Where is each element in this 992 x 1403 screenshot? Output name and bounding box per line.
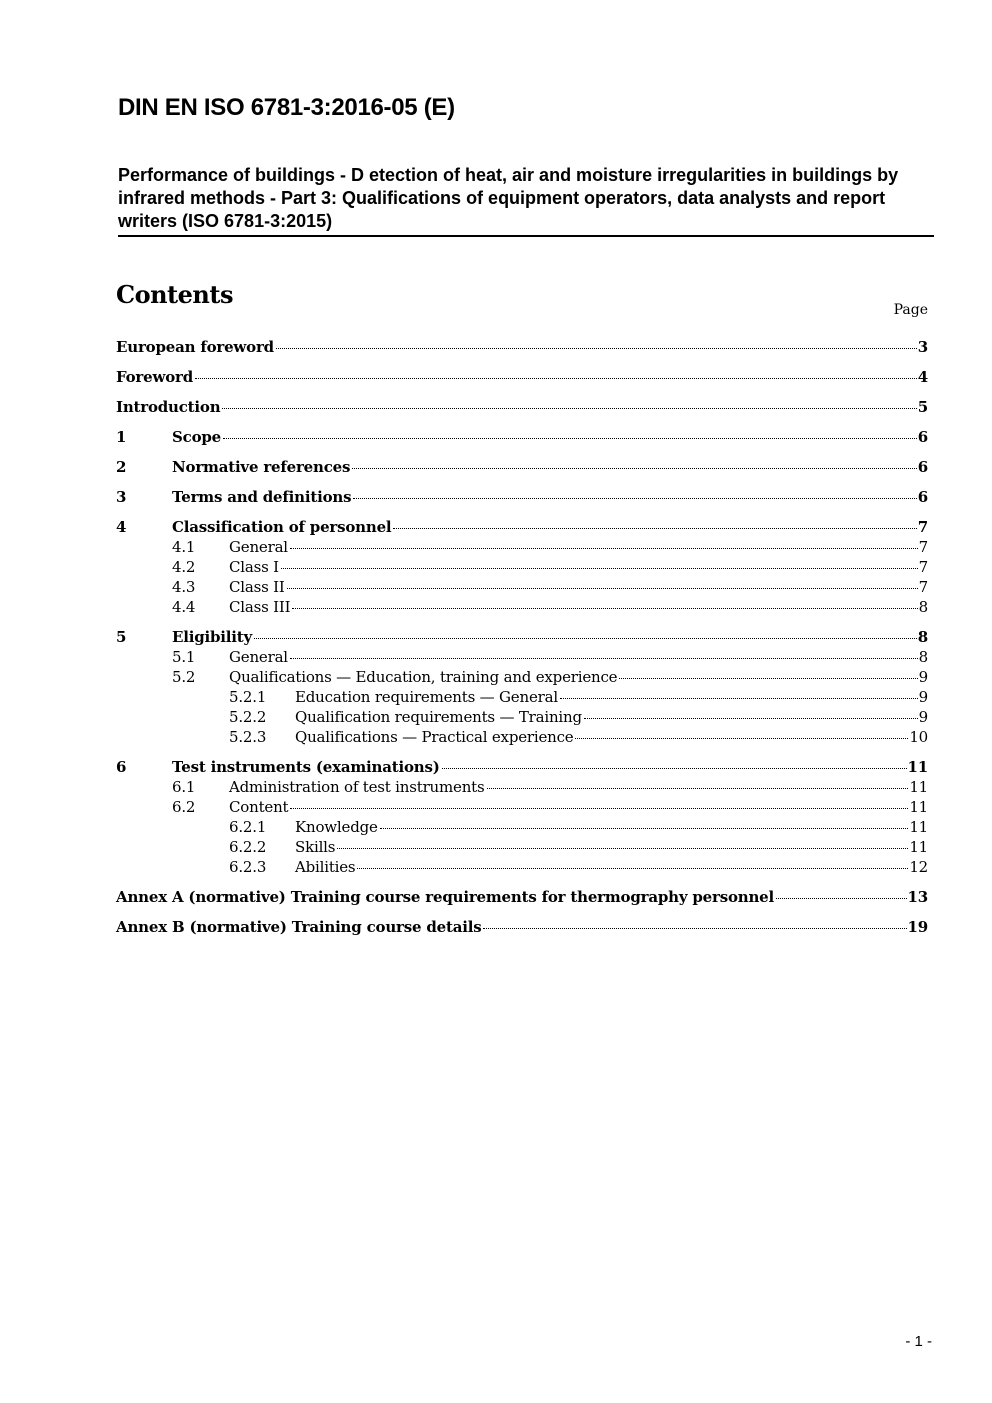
footer-page-number: - 1 - [905,1333,932,1350]
toc-entry-label: Normative references [172,458,351,476]
toc-entry[interactable] [116,887,928,907]
toc-entry-page: 8 [918,648,928,666]
toc-entry[interactable] [116,707,928,727]
toc-entry-number: 5.1 [172,648,196,666]
toc-entry-number: 1 [116,428,127,446]
toc-dot-leader [483,928,906,929]
toc-entry-page: 12 [909,858,928,876]
toc-entry-label: Qualifications — Education, training and experience [229,668,618,686]
toc-dot-leader [357,868,908,869]
toc-entry-page: 6 [917,458,928,476]
toc-dot-leader [584,718,918,719]
toc-entry[interactable] [116,457,928,477]
toc-entry-page: 7 [918,538,928,556]
toc-entry[interactable] [116,517,928,537]
toc-entry-page: 19 [907,918,928,936]
toc-entry-label: Qualifications — Practical experience [295,728,574,746]
toc-dot-leader [195,378,917,379]
toc-entry-number: 3 [116,488,127,506]
toc-dot-leader [281,568,918,569]
toc-entry[interactable] [116,597,928,617]
document-title: Performance of buildings - D etection of heat, air and moisture irregularities in buildings by infrared methods - Part 3: Qualifications of equipment operators, data analysts and report writers (ISO 6781-3:2015) [118,164,934,237]
toc-entry-label: Skills [295,838,336,856]
toc-dot-leader [292,608,917,609]
toc-entry-page: 11 [909,798,928,816]
toc-dot-leader [442,768,907,769]
toc-entry-label: Content [229,798,289,816]
toc-entry-number: 4 [116,518,127,536]
toc-entry[interactable] [116,917,928,937]
toc-dot-leader [254,638,917,639]
toc-entry-number: 4.2 [172,558,196,576]
toc-entry-number: 5.2.1 [229,688,267,706]
toc-entry-page: 11 [909,778,928,796]
toc-entry-page: 11 [907,758,928,776]
toc-entry[interactable] [116,857,928,877]
toc-entry[interactable] [116,797,928,817]
toc-entry-label: General [229,538,288,556]
document-id: DIN EN ISO 6781-3:2016-05 (E) [118,94,455,121]
toc-entry[interactable] [116,487,928,507]
toc-entry-page: 11 [909,838,928,856]
toc-dot-leader [276,348,917,349]
toc-entry-label: Abilities [295,858,356,876]
toc-entry-page: 8 [917,628,928,646]
toc-dot-leader [619,678,917,679]
toc-entry[interactable] [116,757,928,777]
toc-entry-number: 6.2.1 [229,818,267,836]
toc-entry-page: 9 [918,688,928,706]
toc-entry-number: 5.2 [172,668,196,686]
toc-entry-number: 5.2.2 [229,708,267,726]
toc-entry[interactable] [116,397,928,417]
toc-entry-label: Class I [229,558,279,576]
toc-dot-leader [575,738,908,739]
toc-entry-label: Annex B (normative) Training course details [116,918,482,936]
toc-entry-label: General [229,648,288,666]
toc-entry-number: 5.2.3 [229,728,267,746]
toc-entry-label: Foreword [116,368,193,386]
toc-entry[interactable] [116,627,928,647]
toc-entry-number: 6.1 [172,778,196,796]
toc-entry-number: 4.4 [172,598,196,616]
toc-dot-leader [352,468,917,469]
toc-entry[interactable] [116,367,928,387]
toc-entry-number: 6.2.3 [229,858,267,876]
toc-entry-number: 4.3 [172,578,196,596]
toc-entry-number: 6.2.2 [229,838,267,856]
toc-dot-leader [287,588,918,589]
toc-entry-label: Introduction [116,398,221,416]
toc-entry-label: Test instruments (examinations) [172,758,440,776]
toc-entry-page: 9 [918,708,928,726]
toc-entry-page: 5 [917,398,928,416]
toc-entry-label: Terms and definitions [172,488,352,506]
toc-entry[interactable] [116,577,928,597]
toc-entry-page: 13 [907,888,928,906]
toc-entry-number: 6.2 [172,798,196,816]
toc-dot-leader [487,788,909,789]
toc-dot-leader [560,698,918,699]
toc-entry-page: 9 [918,668,928,686]
toc-dot-leader [393,528,916,529]
toc-entry-page: 7 [918,578,928,596]
toc-entry[interactable] [116,687,928,707]
toc-entry-label: Knowledge [295,818,378,836]
toc-entry-page: 4 [917,368,928,386]
toc-dot-leader [337,848,908,849]
toc-dot-leader [222,408,916,409]
toc-entry-number: 5 [116,628,127,646]
toc-dot-leader [776,898,907,899]
toc-dot-leader [223,438,917,439]
toc-entry-number: 6 [116,758,127,776]
contents-heading: Contents [116,280,233,309]
toc-entry-label: Qualification requirements — Training [295,708,582,726]
toc-entry-page: 6 [917,428,928,446]
toc-entry[interactable] [116,537,928,557]
toc-entry-number: 4.1 [172,538,196,556]
page-column-label: Page [893,302,928,318]
toc-entry[interactable] [116,727,928,747]
toc-entry-page: 10 [909,728,928,746]
toc-entry-label: Scope [172,428,222,446]
toc-entry-label: Eligibility [172,628,253,646]
toc-entry-label: European foreword [116,338,274,356]
toc-entry[interactable] [116,667,928,687]
toc-entry[interactable] [116,647,928,667]
toc-entry-page: 3 [917,338,928,356]
toc-dot-leader [290,658,918,659]
toc-dot-leader [290,808,908,809]
toc-entry[interactable] [116,777,928,797]
toc-entry-page: 11 [909,818,928,836]
toc-entry-page: 6 [917,488,928,506]
toc-entry-label: Education requirements — General [295,688,558,706]
toc-entry-page: 7 [918,558,928,576]
toc-entry-label: Administration of test instruments [229,778,485,796]
toc-dot-leader [380,828,909,829]
toc-entry-label: Classification of personnel [172,518,392,536]
toc-entry-label: Annex A (normative) Training course requirements for thermography personnel [116,888,775,906]
toc-entry[interactable] [116,837,928,857]
toc-entry-label: Class III [229,598,291,616]
toc-entry[interactable] [116,337,928,357]
toc-entry-page: 7 [917,518,928,536]
table-of-contents [116,337,928,937]
toc-entry-label: Class II [229,578,285,596]
toc-entry-page: 8 [918,598,928,616]
toc-entry[interactable] [116,817,928,837]
toc-entry[interactable] [116,557,928,577]
toc-dot-leader [353,498,916,499]
toc-entry-number: 2 [116,458,127,476]
toc-entry[interactable] [116,427,928,447]
toc-dot-leader [290,548,918,549]
